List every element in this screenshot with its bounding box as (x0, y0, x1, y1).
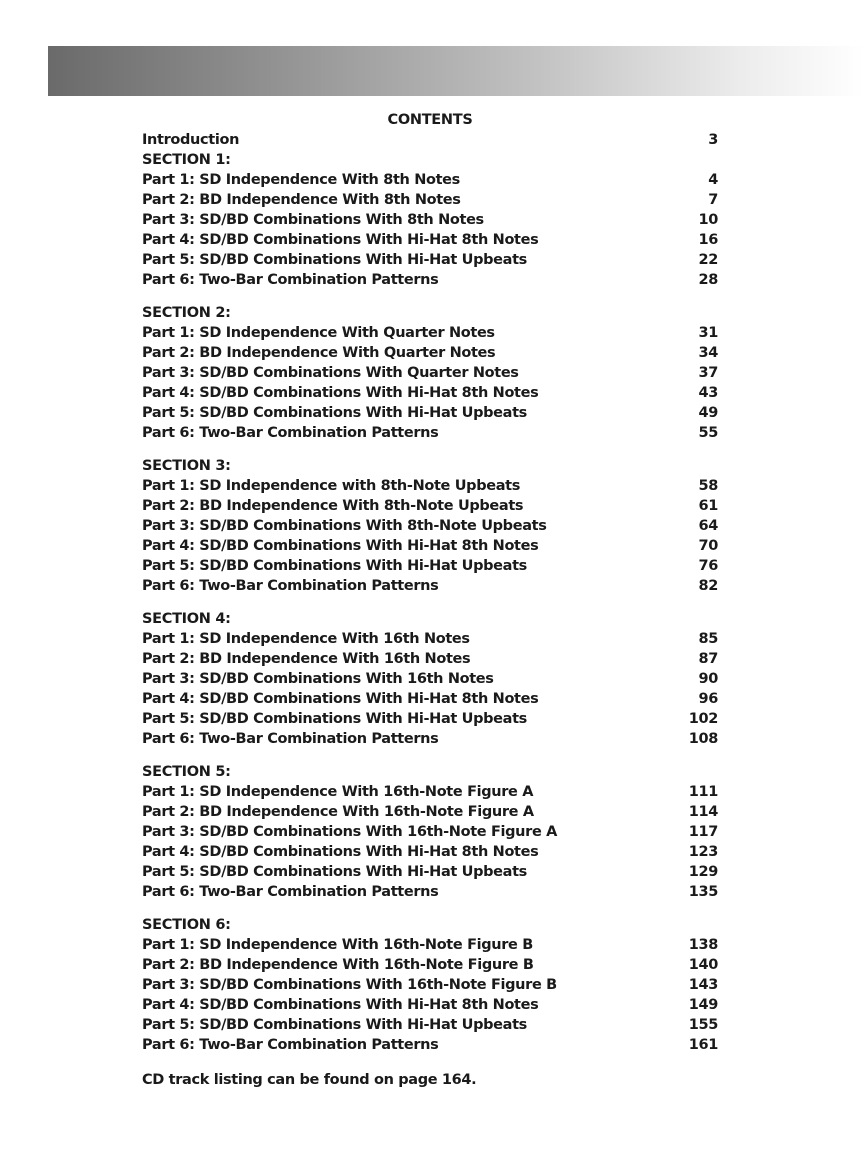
section-heading: SECTION 5: (142, 764, 231, 780)
toc-entry-label: Part 6: Two-Bar Combination Patterns (142, 272, 439, 288)
toc-entry-page: 76 (698, 558, 718, 574)
toc-entry-page: 58 (698, 478, 718, 494)
section-heading: SECTION 4: (142, 611, 231, 627)
toc-entry-page: 87 (698, 651, 718, 667)
toc-entry (142, 363, 718, 383)
toc-entry-label: Part 6: Two-Bar Combination Patterns (142, 884, 439, 900)
section-spacer (142, 749, 718, 762)
toc-entry-page: 28 (698, 272, 718, 288)
toc-entry (142, 862, 718, 882)
toc-entry-page: 34 (698, 345, 718, 361)
toc-entry-page: 37 (698, 365, 718, 381)
toc-entry-label: Part 5: SD/BD Combinations With Hi-Hat Upbeats (142, 1017, 527, 1033)
toc-entry-label: Introduction (142, 132, 240, 148)
toc-entry (142, 629, 718, 649)
toc-entry-label: Part 2: BD Independence With 16th-Note Figure B (142, 957, 534, 973)
toc-entry (142, 1035, 718, 1055)
toc-entry (142, 383, 718, 403)
toc-entry-introduction (142, 130, 718, 150)
toc-entry (142, 955, 718, 975)
section-spacer (142, 596, 718, 609)
toc-entry-label: Part 3: SD/BD Combinations With Quarter Notes (142, 365, 519, 381)
toc-entry (142, 403, 718, 423)
toc-entry-label: Part 1: SD Independence With 8th Notes (142, 172, 460, 188)
toc-entry (142, 782, 718, 802)
toc-entry (142, 476, 718, 496)
toc-entry-label: Part 4: SD/BD Combinations With Hi-Hat 8th Notes (142, 385, 539, 401)
toc-entry (142, 210, 718, 230)
section-heading: SECTION 1: (142, 152, 231, 168)
toc-entry (142, 995, 718, 1015)
toc-entry-page: 55 (698, 425, 718, 441)
toc-entry-label: Part 6: Two-Bar Combination Patterns (142, 578, 439, 594)
toc-entry (142, 935, 718, 955)
toc-entry-label: Part 1: SD Independence With 16th-Note Figure B (142, 937, 533, 953)
toc-entry-label: Part 3: SD/BD Combinations With 16th-Note Figure A (142, 824, 557, 840)
toc-entry (142, 822, 718, 842)
toc-entry-label: Part 2: BD Independence With 16th-Note Figure A (142, 804, 534, 820)
toc-entry-label: Part 1: SD Independence With Quarter Notes (142, 325, 495, 341)
toc-entry-label: Part 3: SD/BD Combinations With 16th Notes (142, 671, 494, 687)
toc-entry-page: 138 (688, 937, 718, 953)
toc-entry-page: 140 (688, 957, 718, 973)
section-heading: SECTION 2: (142, 305, 231, 321)
toc-entry (142, 556, 718, 576)
toc-entry-label: Part 2: BD Independence With 8th-Note Upbeats (142, 498, 524, 514)
toc-entry-label: Part 5: SD/BD Combinations With Hi-Hat Upbeats (142, 252, 527, 268)
toc-entry-page: 161 (688, 1037, 718, 1053)
toc-entry (142, 230, 718, 250)
toc-entry-label: Part 5: SD/BD Combinations With Hi-Hat Upbeats (142, 405, 527, 421)
toc-entry-page: 111 (688, 784, 718, 800)
toc-entry-page: 114 (688, 804, 718, 820)
section-heading: SECTION 6: (142, 917, 231, 933)
section-spacer (142, 290, 718, 303)
toc-entry-page: 70 (698, 538, 718, 554)
toc-entry (142, 250, 718, 270)
toc-entry (142, 709, 718, 729)
toc-entry-page: 90 (698, 671, 718, 687)
toc-entry (142, 649, 718, 669)
toc-entry-label: Part 5: SD/BD Combinations With Hi-Hat Upbeats (142, 864, 527, 880)
toc-entry-label: Part 3: SD/BD Combinations With 16th-Note Figure B (142, 977, 557, 993)
toc-entry-page: 85 (698, 631, 718, 647)
toc-entry-page: 129 (688, 864, 718, 880)
toc-entry-label: Part 2: BD Independence With 8th Notes (142, 192, 461, 208)
toc-entry-page: 117 (688, 824, 718, 840)
toc-entry-page: 64 (698, 518, 718, 534)
toc-entry-page: 96 (698, 691, 718, 707)
toc-entry (142, 669, 718, 689)
toc-entry (142, 802, 718, 822)
toc-entry-label: Part 4: SD/BD Combinations With Hi-Hat 8th Notes (142, 538, 539, 554)
toc-entry-label: Part 5: SD/BD Combinations With Hi-Hat Upbeats (142, 558, 527, 574)
toc-entry (142, 343, 718, 363)
toc-entry (142, 496, 718, 516)
toc-entry-page: 31 (698, 325, 718, 341)
toc-entry-label: Part 6: Two-Bar Combination Patterns (142, 425, 439, 441)
toc-entry-page: 123 (688, 844, 718, 860)
toc-entry (142, 270, 718, 290)
toc-entry-label: Part 6: Two-Bar Combination Patterns (142, 1037, 439, 1053)
toc-entry-page: 7 (708, 192, 718, 208)
toc-entry-label: Part 1: SD Independence With 16th-Note Figure A (142, 784, 534, 800)
toc-entry-page: 49 (698, 405, 718, 421)
toc-entry-page: 102 (688, 711, 718, 727)
toc-entry (142, 576, 718, 596)
toc-entry-label: Part 1: SD Independence with 8th-Note Upbeats (142, 478, 521, 494)
toc-entry (142, 516, 718, 536)
toc-entry (142, 842, 718, 862)
toc-entry (142, 536, 718, 556)
toc-entry (142, 975, 718, 995)
toc-entry-label: Part 4: SD/BD Combinations With Hi-Hat 8th Notes (142, 691, 539, 707)
toc-entry-page: 135 (688, 884, 718, 900)
section-spacer (142, 443, 718, 456)
sections-list (142, 150, 718, 1055)
page-title: CONTENTS (387, 112, 473, 128)
toc-entry-label: Part 3: SD/BD Combinations With 8th Notes (142, 212, 484, 228)
section-spacer (142, 902, 718, 915)
toc-entry-label: Part 2: BD Independence With 16th Notes (142, 651, 471, 667)
toc-entry (142, 170, 718, 190)
toc-entry (142, 882, 718, 902)
toc-entry-page: 61 (698, 498, 718, 514)
toc-entry-label: Part 3: SD/BD Combinations With 8th-Note Upbeats (142, 518, 547, 534)
header-gradient-bar (48, 46, 864, 96)
toc-entry-page: 155 (688, 1017, 718, 1033)
toc-entry-label: Part 6: Two-Bar Combination Patterns (142, 731, 439, 747)
toc-entry-label: Part 4: SD/BD Combinations With Hi-Hat 8th Notes (142, 997, 539, 1013)
toc-entry-page: 43 (698, 385, 718, 401)
toc-entry (142, 423, 718, 443)
toc-entry (142, 1015, 718, 1035)
toc-entry-label: Part 5: SD/BD Combinations With Hi-Hat Upbeats (142, 711, 527, 727)
toc-entry-label: Part 4: SD/BD Combinations With Hi-Hat 8th Notes (142, 844, 539, 860)
toc-entry-label: Part 1: SD Independence With 16th Notes (142, 631, 470, 647)
toc-entry-page: 3 (708, 132, 718, 148)
toc-entry-page: 16 (698, 232, 718, 248)
toc-entry (142, 689, 718, 709)
toc-entry-page: 82 (698, 578, 718, 594)
toc-entry (142, 729, 718, 749)
toc-entry-label: Part 2: BD Independence With Quarter Notes (142, 345, 496, 361)
toc-entry-label: Part 4: SD/BD Combinations With Hi-Hat 8th Notes (142, 232, 539, 248)
toc-entry-page: 4 (708, 172, 718, 188)
toc-entry (142, 190, 718, 210)
toc-entry-page: 108 (688, 731, 718, 747)
toc-entry-page: 149 (688, 997, 718, 1013)
table-of-contents (142, 110, 718, 1055)
section-heading: SECTION 3: (142, 458, 231, 474)
toc-entry (142, 323, 718, 343)
toc-entry-page: 22 (698, 252, 718, 268)
footer-note: CD track listing can be found on page 164. (142, 1072, 477, 1088)
toc-entry-page: 10 (698, 212, 718, 228)
toc-entry-page: 143 (688, 977, 718, 993)
